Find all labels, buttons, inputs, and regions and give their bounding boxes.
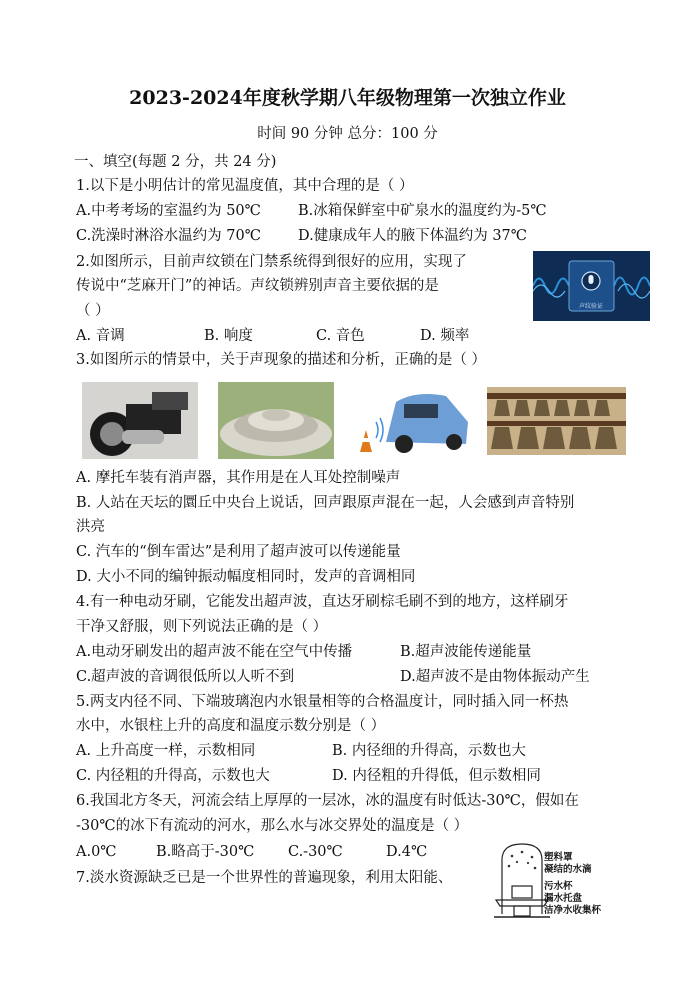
q5-line-1: 5.两支内径不同、下端玻璃泡内水银量相等的合格温度计，同时插入同一杯热 [76,694,569,710]
q2-option-a: A. 音调 [76,328,125,344]
q2-option-c: C. 音色 [316,328,365,344]
q4-line-2: 干净又舒服，则下列说法正确的是（ ） [76,619,328,635]
label-drip-tray: 漏水托盘 [544,893,583,904]
q3-option-b-line-2: 洪亮 [76,519,105,535]
q5-option-d: D. 内径粗的升得低，但示数相同 [332,768,541,784]
reversing-radar-image [346,382,472,459]
q5-option-b: B. 内径细的升得高，示数也大 [332,743,526,759]
voiceprint-caption: 声纹验证 [579,303,604,310]
label-condensed-drops: 凝结的水滴 [544,864,592,875]
page-title: 2023-2024年度秋学期八年级物理第一次独立作业 [129,87,566,109]
q3-option-a: A. 摩托车装有消声器，其作用是在人耳处控制噪声 [76,470,401,486]
q6-line-1: 6.我国北方冬天，河流会结上厚厚的一层冰，冰的温度有时低达-30℃，假如在 [76,793,579,809]
voiceprint-lock-image [533,251,650,321]
q4-option-c: C.超声波的音调很低所以人听不到 [76,669,295,685]
q5-option-a: A. 上升高度一样，示数相同 [76,743,256,759]
q3-stem: 3.如图所示的情景中，关于声现象的描述和分析，正确的是（ ） [76,352,486,368]
q1-option-b: B.冰箱保鲜室中矿泉水的温度约为-5℃ [298,203,547,219]
chime-bells-image [487,387,626,455]
q1-option-d: D.健康成年人的腋下体温约为 37℃ [298,228,527,244]
q2-line-3: （ ） [76,303,110,319]
exam-info: 时间 90 分钟 总分：100 分 [257,126,438,142]
q6-option-c: C.-30℃ [288,844,343,860]
q1-stem: 1.以下是小明估计的常见温度值，其中合理的是（ ） [76,178,414,194]
q5-option-c: C. 内径粗的升得高，示数也大 [76,768,270,784]
q4-option-d: D.超声波不是由物体振动产生 [400,669,590,685]
label-dirty-water-cup: 污水杯 [544,881,573,892]
q2-option-d: D. 频率 [420,328,470,344]
q4-option-a: A.电动牙刷发出的超声波不能在空气中传播 [76,644,353,660]
label-plastic-cover: 塑料罩 [544,852,573,863]
q4-option-b: B.超声波能传递能量 [400,644,532,660]
q1-option-c: C.洗澡时淋浴水温约为 70℃ [76,228,261,244]
q3-option-b-line-1: B. 人站在天坛的圜丘中央台上说话，回声跟原声混在一起，人会感到声音特别 [76,495,575,511]
label-clean-water-cup: 洁净水收集杯 [544,905,602,916]
q2-line-1: 2.如图所示，目前声纹锁在门禁系统得到很好的应用，实现了 [76,254,467,270]
q1-option-a: A.中考考场的室温约为 50℃ [76,203,261,219]
q6-option-b: B.略高于-30℃ [156,844,255,860]
q2-option-b: B. 响度 [204,328,253,344]
section-heading: 一、填空(每题 2 分，共 24 分) [74,154,277,170]
motorcycle-image [82,382,198,459]
q6-option-d: D.4℃ [386,844,428,860]
q6-line-2: -30℃的冰下有流动的河水，那么水与冰交界处的温度是（ ） [76,818,469,834]
q2-line-2: 传说中“芝麻开门”的神话。声纹锁辨别声音主要依据的是 [76,278,439,294]
temple-of-heaven-image [218,382,334,459]
q7-line-1: 7.淡水资源缺乏已是一个世界性的普遍现象，利用太阳能、 [76,870,453,886]
q3-option-d: D. 大小不同的编钟振动幅度相同时，发声的音调相同 [76,569,416,585]
solar-still-diagram [492,842,552,922]
q4-line-1: 4.有一种电动牙刷，它能发出超声波，直达牙刷棕毛刷不到的地方，这样刷牙 [76,594,569,610]
q3-option-c: C. 汽车的“倒车雷达”是利用了超声波可以传递能量 [76,544,401,560]
q5-line-2: 水中，水银柱上升的高度和温度示数分别是（ ） [76,718,386,734]
q6-option-a: A.0℃ [76,844,117,860]
